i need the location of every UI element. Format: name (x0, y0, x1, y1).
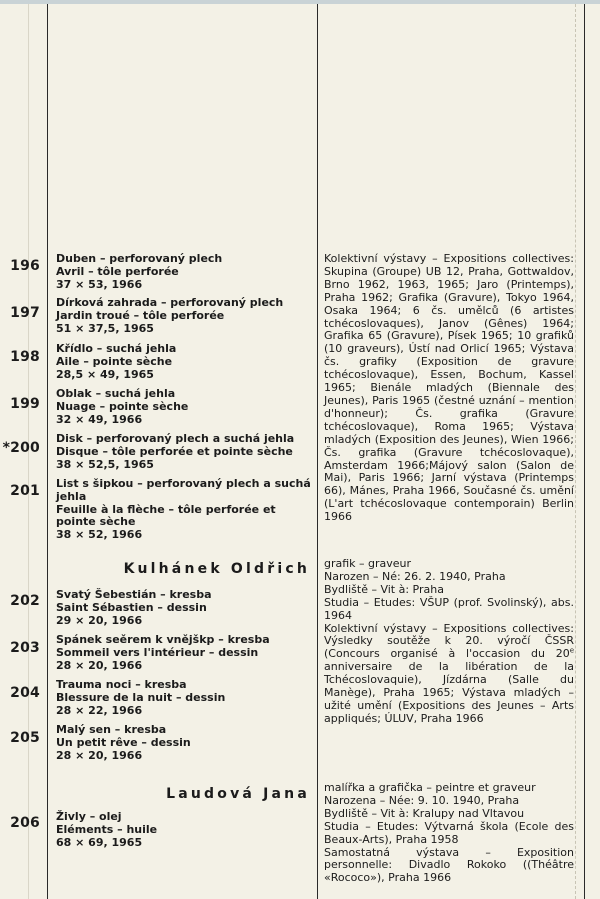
title-french: Saint Sébastien – dessin (56, 600, 207, 614)
artist-name-heading: Kulhánek Oldřich (123, 561, 310, 577)
catalogue-entry (56, 589, 314, 627)
dimensions-year: 28 × 20, 1966 (56, 658, 143, 672)
artist-name-heading: Laudová Jana (166, 786, 310, 802)
title-french: Avril – tôle perforée (56, 264, 179, 278)
birth: Narozena – Née: 9. 10. 1940, Praha (324, 793, 520, 807)
dimensions-year: 51 × 37,5, 1965 (56, 321, 154, 335)
catalogue-number: 199 (10, 396, 40, 412)
title-czech: Křídlo – suchá jehla (56, 342, 177, 355)
catalogue-entry (56, 388, 314, 426)
catalogue-number: 203 (10, 640, 40, 656)
solo-exhibition: Samostatná výstava – Exposition personnelle: Divadlo Rokoko ((Théâtre «Rococo»), Praha 1966 (324, 845, 574, 885)
title-czech: Trauma noci – kresba (56, 678, 187, 691)
page-top-edge (0, 0, 600, 4)
title-czech: Disk – perforovaný plech a suchá jehla (56, 432, 295, 445)
faint-dashed-rule (575, 4, 577, 899)
dimensions-year: 38 × 52,5, 1965 (56, 457, 154, 471)
kulhanek-biography (324, 558, 574, 726)
catalogue-entry (56, 724, 314, 762)
catalogue-entry (56, 811, 314, 849)
title-french: Sommeil vers l'intérieur – dessin (56, 645, 259, 659)
dimensions-year: 28 × 20, 1966 (56, 748, 143, 762)
profession: malířka a grafička – peintre et graveur (324, 781, 536, 794)
dimensions-year: 28 × 22, 1966 (56, 703, 143, 717)
title-czech: Spánek seěrem k vnějškp – kresba (56, 633, 270, 646)
previous-artist-exhibitions (324, 253, 574, 524)
exhibitions-part: anniversaire de la libération de la Tchécoslovaquie), Jízdárna (Salle du Manège), Praha 1965; Výstava mladých – užité umění (Expositions des Jeunes – Arts appliqués; ÚLUV, Praha 1966 (324, 660, 574, 725)
title-czech: Dírková zahrada – perforovaný plech (56, 296, 284, 309)
number-column-rule (47, 4, 48, 899)
dimensions-year: 37 × 53, 1966 (56, 277, 143, 291)
title-czech: Živly – olej (56, 810, 122, 823)
title-french: Blessure de la nuit – dessin (56, 690, 226, 704)
catalogue-number: 197 (10, 305, 40, 321)
catalogue-number: 201 (10, 483, 40, 499)
catalogue-number: 205 (10, 730, 40, 746)
title-czech: Oblak – suchá jehla (56, 387, 176, 400)
catalogue-number: *200 (2, 440, 40, 456)
laudova-biography (324, 782, 574, 885)
catalogue-number: 202 (10, 593, 40, 609)
catalogue-entry (56, 679, 314, 717)
title-czech: List s šipkou – perforovaný plech a suchá jehla (56, 477, 311, 503)
catalogue-entry (56, 253, 314, 291)
catalogue-number: 206 (10, 815, 40, 831)
title-french: Un petit rêve – dessin (56, 735, 191, 749)
title-czech: Svatý Šebestián – kresba (56, 588, 212, 601)
dimensions-year: 29 × 20, 1966 (56, 613, 143, 627)
catalogue-entry (56, 478, 314, 542)
title-french: Feuille à la flèche – tôle perforée et pointe sèche (56, 502, 276, 529)
studies: Studia – Etudes: VŠUP (prof. Svolinský), abs. 1964 (324, 595, 574, 622)
catalogue-entry (56, 297, 314, 335)
exhibitions-part: Kolektivní výstavy – Expositions collectives: Výsledky soutěže k 20. výročí ČSSR (Concours organisé à l'occasion du 20 (324, 621, 574, 661)
title-french: Jardin troué – tôle perforée (56, 308, 225, 322)
dimensions-year: 38 × 52, 1966 (56, 528, 143, 542)
title-czech: Duben – perforovaný plech (56, 252, 223, 265)
birth: Narozen – Né: 26. 2. 1940, Praha (324, 569, 506, 583)
dimensions-year: 32 × 49, 1966 (56, 412, 143, 426)
title-french: Aile – pointe sèche (56, 354, 173, 368)
exhibitions-text: Kolektivní výstavy – Expositions collectives: Skupina (Groupe) UB 12, Praha, Gottwaldov, Brno 1962, 1963, 1965; Jaro (Printemps), Praha 1962; Grafika (Gravure), Tokyo 1964, Osaka 1964; 6 čs. umělců (6 artistes tchécoslovaques), Janov (Gênes) 1964; Grafika 65 (Gravure), Písek 1965; 10 grafiků (10 graveurs), Ústí nad Orlicí 1965; Výstava čs. grafiky (Exposition de gravure tchécoslovaque), Essen, Bochum, Kassel 1965; Bienále mladých (Biennale des Jeunes), Paris 1965 (čestné uznání – mention d'honneur); Čs. grafika (Gravure tchécoslovaque), Roma 1965; Výstava mladých (Exposition des Jeunes), Wien 1966; Čs. grafika (Gravure tchécoslovaque), Amsterdam 1966;Májový salon (Salon de Mai), Paris 1966; Jarní výstava (Printemps 66), Mánes, Praha 1966, Současné čs. umění (L'art tchécoslovaque contemporain) Berlin 1966 (324, 252, 574, 524)
catalogue-entry (56, 433, 314, 471)
title-french: Eléments – huile (56, 822, 158, 836)
catalogue-number: 198 (10, 349, 40, 365)
title-french: Nuage – pointe sèche (56, 399, 189, 413)
profession: grafik – graveur (324, 557, 412, 570)
right-column-rule (584, 4, 585, 899)
catalogue-entry (56, 343, 314, 381)
title-french: Disque – tôle perforée et pointe sèche (56, 444, 293, 458)
dimensions-year: 28,5 × 49, 1965 (56, 367, 154, 381)
catalogue-entry (56, 634, 314, 672)
title-czech: Malý sen – kresba (56, 723, 167, 736)
center-column-rule (317, 4, 318, 899)
collective-exhibitions (324, 623, 574, 726)
catalogue-number: 204 (10, 685, 40, 701)
dimensions-year: 68 × 69, 1965 (56, 835, 143, 849)
ordinal-superscript: e (569, 646, 574, 655)
residence: Bydliště – Vit à: Praha (324, 582, 444, 596)
catalogue-number: 196 (10, 258, 40, 274)
studies: Studia – Etudes: Výtvarná škola (Ecole des Beaux-Arts), Praha 1958 (324, 819, 574, 846)
residence: Bydliště – Vit à: Kralupy nad Vltavou (324, 806, 525, 820)
